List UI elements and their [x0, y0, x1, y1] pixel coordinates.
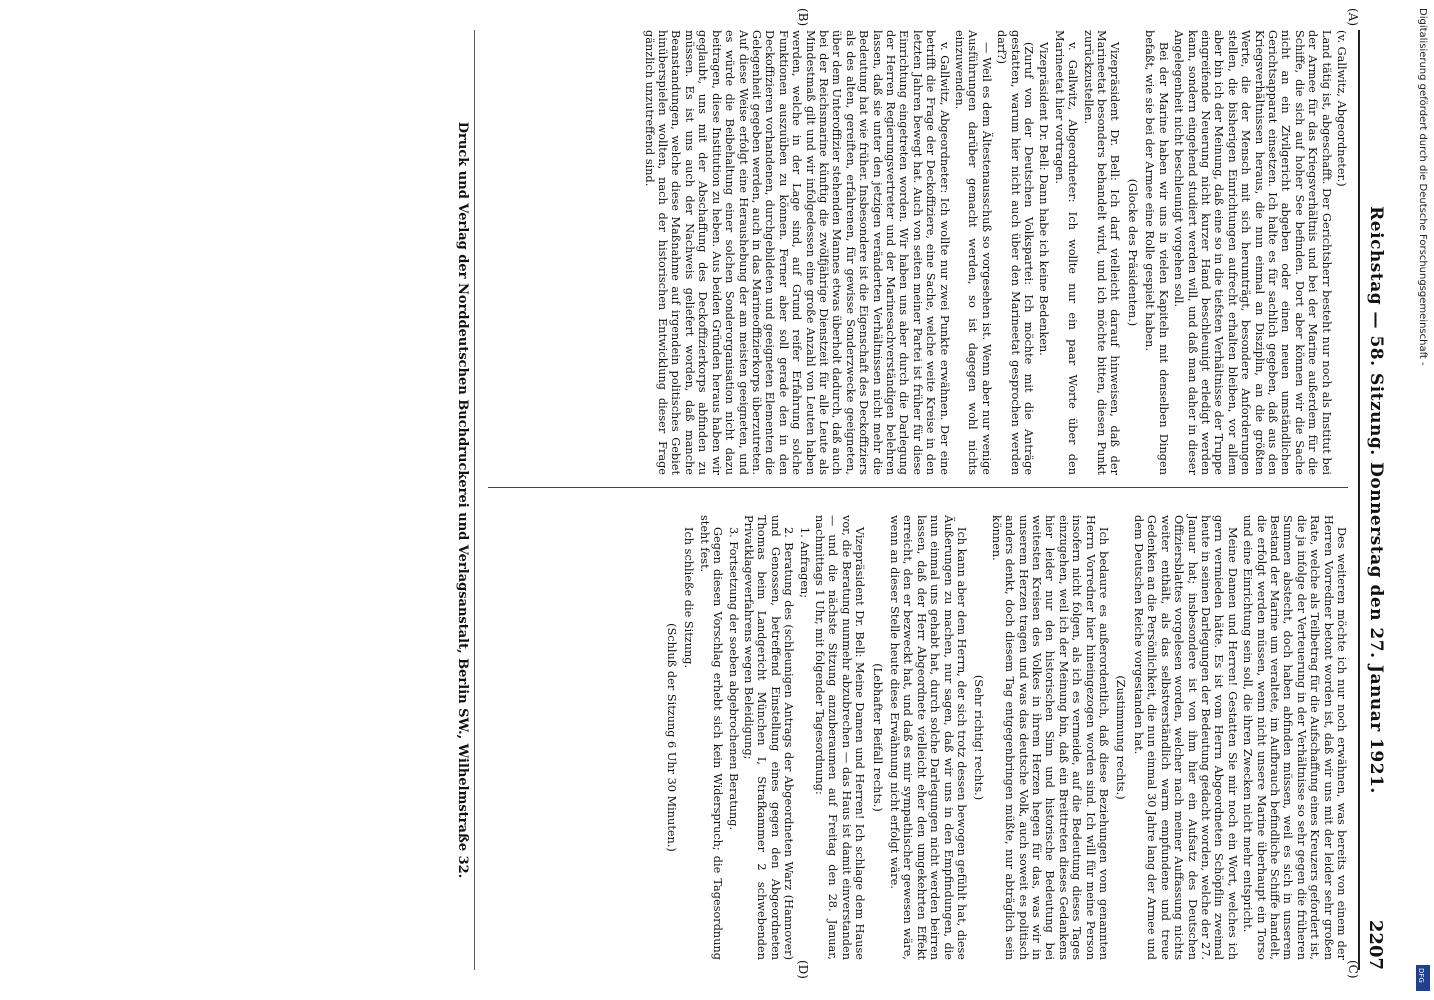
paragraph: Vizepräsident Dr. Bell: Ich darf vielleicht darauf hinweisen, daß der Marineetat besonders behandelt wird, und ich möchte bitten, diesen Punkt zurückzustellen. [1081, 30, 1122, 475]
paragraph: — Weil es dem Ältestenausschuß so vorgesehen ist. Wenn aber nur wenige Ausführungen darüber gemacht werden, so ist dagegen wohl nichts einzuwenden. [953, 30, 993, 475]
interjection: (Lebhafter Beifall rechts.) [870, 663, 884, 812]
agenda-item: 2. Beratung des (schleunigen Antrags der Abgeordneten Warz (Hannover) und Genossen, betreffend Einstellung eines gegen den Abgeordneten Thomas beim Landgericht München I, Strafkammer 2 schwebenden Privatklageverfahrens wegen Beleidigung; [741, 515, 796, 960]
margin-marker-c: (C) [1346, 960, 1360, 979]
column-divider [488, 487, 1348, 488]
closing-note: (Schluß der Sitzung 6 Uhr 30 Minuten.) [664, 623, 678, 852]
paragraph: (Zuruf von der Deutschen Volkspartei: Ich möchte mit die Anträge gestatten, warum hier nicht auch über den Marineetat gesprochen werden darf?) [995, 30, 1036, 475]
paragraph: Ich schließe die Sitzung. [682, 527, 696, 669]
paragraph: Meine Damen und Herren! Gestatten Sie mir noch ein Wort, welches ich gern vermieden hätte. Es ist vom Herrn Abgeordneten Schöpflin zweimal heute in seinen Darlegungen der Bedeutung gedacht worden, welche der 27. Januar hat; insbesondere ist von ihm hier ein Aufsatz des Deutschen Offiziersblattes vorgelesen worden, welcher nach meiner Auffassung nichts weiter enthält, als das selbstverständlich warm empfundene und treue Gedenken an die Persönlichkeit, die nun einmal 30 Jahre lang der Armee und dem Deutschen Reiche vorgestanden hat. [1131, 515, 1239, 960]
page-header [1358, 30, 1388, 970]
dfg-logo [1416, 965, 1430, 991]
interjection: (Sehr richtig! rechts.) [972, 674, 986, 801]
agenda-item: 1. Anfragen; [797, 527, 811, 599]
dfg-logo-text: DFG [1417, 968, 1425, 983]
margin-marker-d: (D) [796, 960, 810, 979]
paragraph: (v. Gallwitz, Abgeordneter.) [1335, 30, 1348, 187]
funding-notice: Digitalisierung gefördert durch die Deutsche Forschungsgemeinschaft - [1417, 8, 1428, 366]
paragraph: Vizepräsident Dr. Bell: Dann habe ich keine Bedenken. [1037, 42, 1051, 356]
paragraph: Vizepräsident Dr. Bell: Meine Damen und Herren! Ich schlage dem Hause vor, die Beratung nunmehr abzubrechen — das Haus ist damit einverstanden — und die nächste Sitzung anzuberaumen auf Freitag den 28. Januar, nachmittags 1 Uhr, mit folgender Tagesordnung: [812, 515, 867, 960]
right-column [661, 515, 1349, 960]
printer-footer: Druck und Verlag der Norddeutschen Buchdruckerei und Verlagsanstalt, Berlin SW., Wilhelmstraße 32. [455, 30, 475, 970]
paragraph: v. Gallwitz, Abgeordneter: Ich wollte nur zwei Punkte erwähnen. Der eine betrifft die Frage der Deckoffiziere, eine Sache, welche weite Kreise in den letzten Jahren bewegt hat. Auch von seiten meiner Partei ist früher für diese Einrichtung eingetreten worden. Wir haben uns aber durch die Darlegung der Herren Regierungsvertreter und der Marinesachverständigen belehren lassen, daß sie unter den jetzigen veränderten Verhältnissen nicht mehr die Bedeutung hat wie früher. Insbesondere ist die Eigenschaft des Deckoffiziers als des alten, gereiften, erfahrenen, für gewisse Sonderzwecke geeigneten, über dem Unteroffizier stehenden Mannes etwas überholt dadurch, daß auch bei der Reichsmarine künftig die zwölfjährige Dienstzeit für alle Leute als Mindestmaß gilt und wir infolgedessen eine große Anzahl von Leuten haben werden, welche in der Lage sind, auf Grund reifer Erfahrung solche Funktionen auszuüben zu können. Ferner aber soll gerade den in den Deckoffizieren vorhandenen, durchgebildeten und geeigneten Elementen die Gelegenheit gegeben werden, auch in das Marineoffizierkorps überzutreten. Auf diese Weise erfolgt eine Heraushebung der am meisten geeigneten, und es würde die Beibehaltung einer solchen Sonderorganisation nicht dazu beitragen, diese Institution zu heben. Aus beiden Gründen heraus haben wir geglaubt, uns mit der Abschaffung des Deckoffizierkorps abfinden zu müssen. Es ist uns auch der Nachweis geliefert worden, daß manche Beanstandungen, welche diese Maßnahme auf irgendein politisches Gebiet hinüberspielen wollten, nach der historischen Entwicklung dieser Frage gänzlich unzutreffend sind. [642, 30, 951, 475]
agenda-item: 3. Fortsetzung der soeben abgebrochenen Beratung. [726, 527, 740, 831]
interjection: (Zustimmung rechts.) [1114, 675, 1128, 800]
left-column [640, 30, 1348, 475]
paragraph: Ich bedaure es außerordentlich, daß diese Beziehungen vom genannten Herrn Vorredner hier hineingezogen worden sind. Ich will für meine Person insofern nicht folgen, als ich es vermeide, auf die Bedeutung dieses Tages einzugehen, weil ich der Meinung bin, daß ein Breittreten dieses Gedankens hier leider nur den historischen Sinn und historische Bedeutung bei weitesten Kreisen des Volkes in ihrem Herzen hegen für das, was wir in unserem Herzen tragen und was das deutsche Volk, auch soweit es politisch anders denkt, doch diesem Tag entgegenbringen müßte, nur abträglich sein können. [989, 515, 1111, 960]
paragraph: v. Gallwitz, Abgeordneter: Ich wollte nur ein paar Worte über den Marineetat hier vortragen. [1052, 30, 1080, 475]
page-number: 2207 [1365, 919, 1386, 970]
page-title: Reichstag — 58. Sitzung. Donnerstag den 27. Januar 1921. [1366, 206, 1386, 794]
paragraph: Gegen diesen Vorschlag erhebt sich kein Widerspruch; die Tagesordnung steht fest. [697, 515, 725, 960]
margin-marker-b: (B) [796, 8, 810, 27]
paragraph: Land tätig ist, abgeschafft. Der Gerichtsherr besteht nur noch als Institut bei der Armee für das Kriegsverhältnis und bei der Marine außerdem für die Schiffe, die sich auf hoher See befinden. Dort aber können wir die Sache nicht an ein Zivilgericht abgeben oder einen neuen umständlichen Gerichtsapparat einsetzen. Ich halte es für sachlich gegeben, daß aus den Kriegsverhältnissen heraus, die nun einmal an Disziplin, an die größten Werte, die der Mensch mit sich herumträgt, besondere Anforderungen stellen, die bisherigen Einrichtungen aufrecht erhalten bleiben, vor allem aber bin ich der Meinung, daß eine so in die tiefsten Verhältnisse der Truppe eingreifende Neuerung nicht kurzer Hand beschleunigt erledigt werden kann, sondern eingehend studiert werden will, und daß man daher in dieser Angelegenheit nicht beschleunigt vorgehen soll. [1172, 30, 1333, 475]
interjection: (Glocke des Präsidenten.) [1125, 178, 1139, 327]
paragraph: Des weiteren möchte ich nur noch erwähnen, was bereits von einem der Herren Vorredner betont worden ist, daß wir uns mit der leider sehr großen Rate, welche als Teilbetrag für die Aufschaffung eines Kreuzers gefordert ist, die ja infolge der Verteuerung in der Verhältnisse so sehr gegen die früheren Summen abstecht, doch haben abfinden müssen, weil es sich in unserem Bestand der Marine um veraltete, im Aufbrauch befindliche Schiffe handelt, die erfolgt werden müssen, wenn nicht unsere Marine überhaupt ein Torso und eine Einrichtung sein soll, die ihren Zwecken nicht mehr entspricht. [1241, 515, 1348, 960]
paragraph: Bei der Marine haben wir uns in vielen Kapiteln mit denselben Dingen befaßt, wie sie bei der Armee eine Rolle gespielt haben. [1143, 30, 1170, 475]
margin-marker-a: (A) [1346, 8, 1360, 27]
paragraph: Ich kann aber dem Herrn, der sich trotz dessen bewogen gefühlt hat, diese Äußerungen zu machen, nur sagen, daß wir uns in den Empfindungen, die nun einmal uns gehabt hat, durch solche Darlegungen nicht werden beirren lassen, daß der Herr Abgeordnete vielleicht eher den umgekehrten Effekt erreicht, den er bezweckt hat, und daß es mir sympathischer gewesen wäre, wenn an dieser Stelle heute diese Erwähnung nicht erfolgt wäre. [888, 515, 969, 960]
